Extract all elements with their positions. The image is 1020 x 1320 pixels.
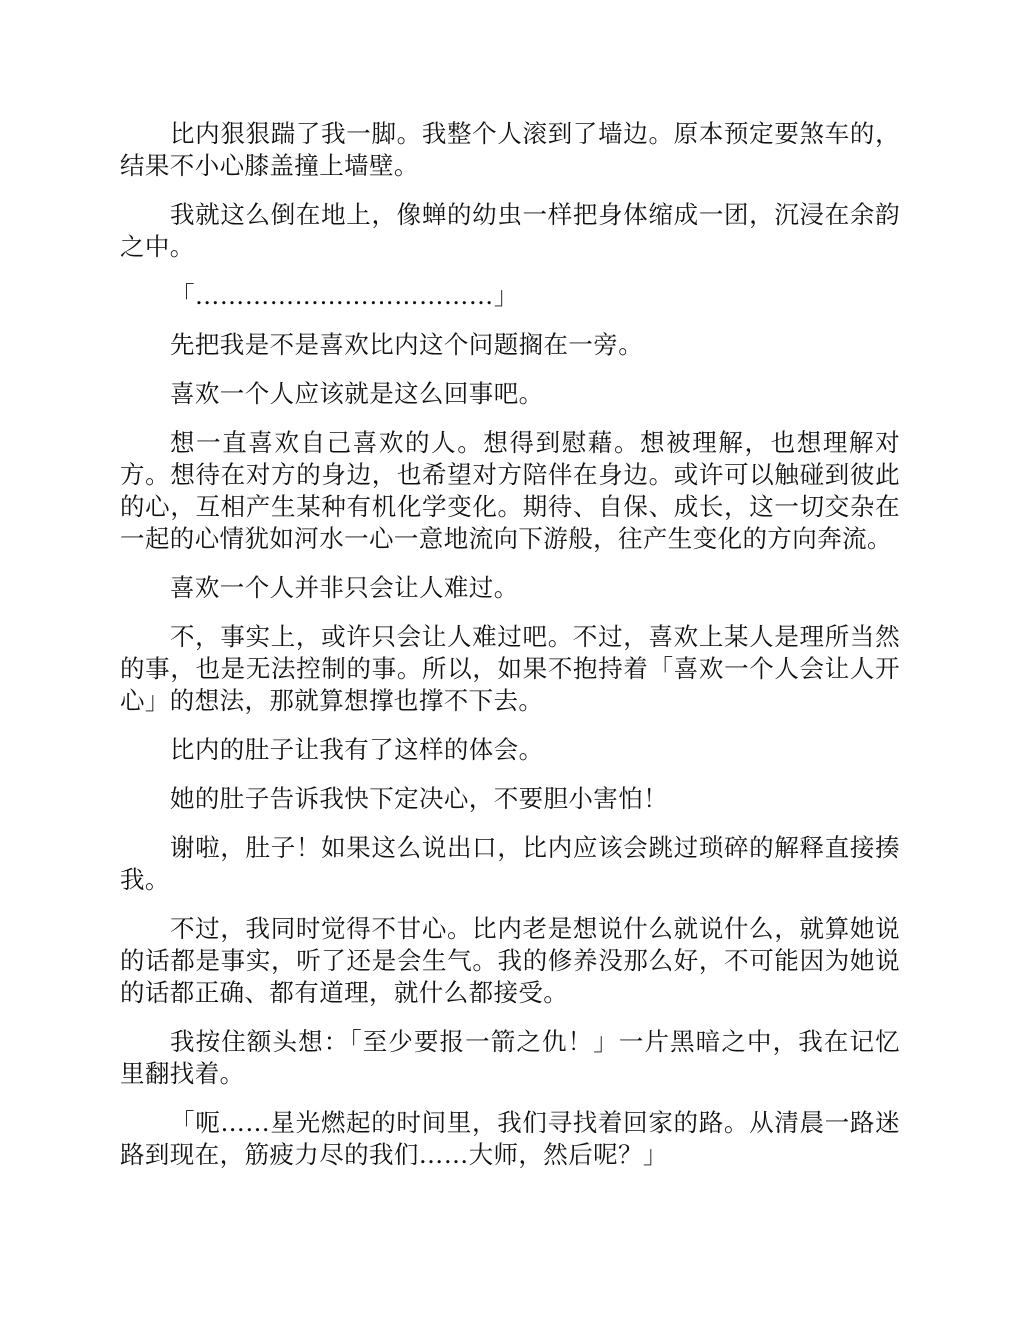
paragraph: 「呃……星光燃起的时间里，我们寻找着回家的路。从清晨一路迷路到现在，筋疲力尽的我们……大师，然后呢？」 — [120, 1108, 900, 1169]
paragraph: 比内狠狠踹了我一脚。我整个人滚到了墙边。原本预定要煞车的，结果不小心膝盖撞上墙壁。 — [120, 119, 900, 180]
paragraph: 不，事实上，或许只会让人难过吧。不过，喜欢上某人是理所当然的事，也是无法控制的事。所以，如果不抱持着「喜欢一个人会让人开心」的想法，那就算想撑也撑不下去。 — [120, 622, 900, 715]
paragraph: 谢啦，肚子！如果这么说出口，比内应该会跳过琐碎的解释直接揍我。 — [120, 833, 900, 894]
body-text — [120, 118, 900, 1188]
paragraph: 喜欢一个人并非只会让人难过。 — [170, 573, 519, 602]
paragraph: 她的肚子告诉我快下定决心，不要胆小害怕！ — [170, 784, 668, 813]
paragraph: 喜欢一个人应该就是这么回事吧。 — [170, 379, 544, 408]
paragraph: 「………………………………」 — [170, 281, 519, 310]
paragraph: 不过，我同时觉得不甘心。比内老是想说什么就说什么，就算她说的话都是事实，听了还是会生气。我的修养没那么好，不可能因为她说的话都正确、都有道理，就什么都接受。 — [120, 914, 900, 1007]
paragraph: 比内的肚子让我有了这样的体会。 — [170, 735, 544, 764]
paragraph: 先把我是不是喜欢比内这个问题搁在一旁。 — [170, 330, 644, 359]
paragraph: 我按住额头想：「至少要报一箭之仇！」一片黑暗之中，我在记忆里翻找着。 — [120, 1027, 900, 1088]
paragraph: 想一直喜欢自己喜欢的人。想得到慰藉。想被理解，也想理解对方。想待在对方的身边，也希望对方陪伴在身边。或许可以触碰到彼此的心，互相产生某种有机化学变化。期待、自保、成长，这一切交杂在一起的心情犹如河水一心一意地流向下游般，往产生变化的方向奔流。 — [120, 428, 900, 553]
paragraph: 我就这么倒在地上，像蝉的幼虫一样把身体缩成一团，沉浸在余韵之中。 — [120, 200, 900, 261]
